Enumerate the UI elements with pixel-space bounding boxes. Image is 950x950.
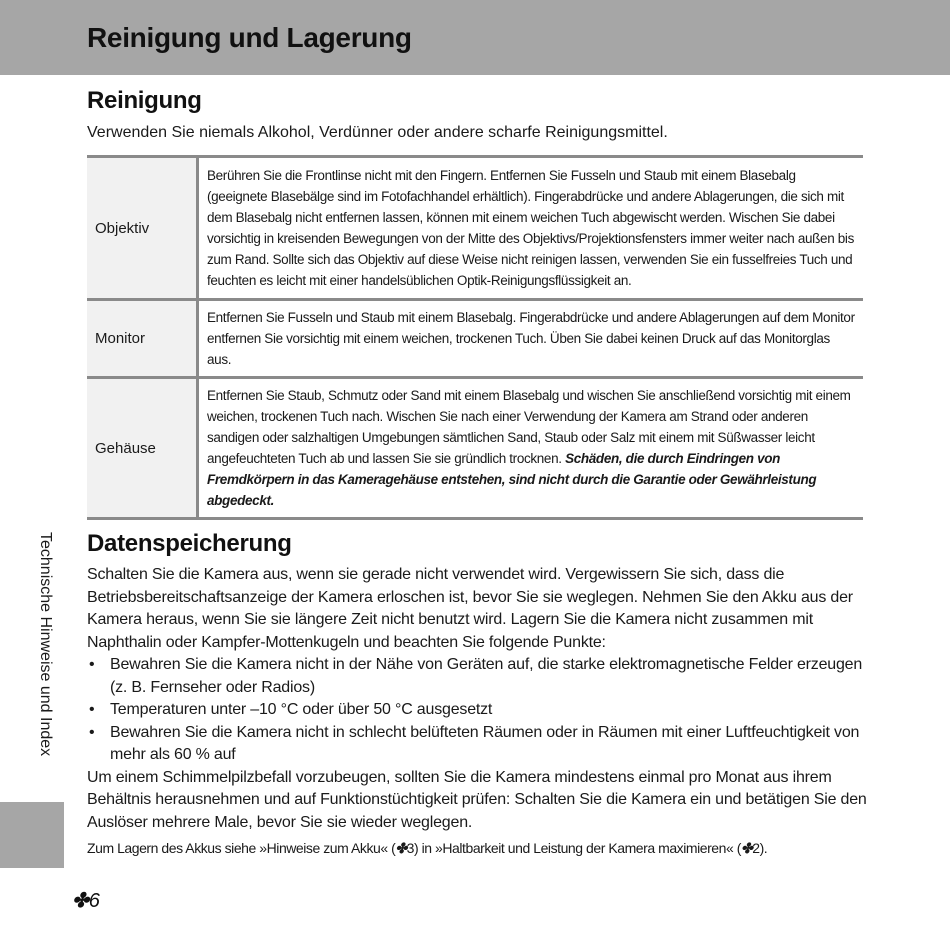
reference-icon: ✤: [740, 840, 753, 856]
cleaning-table: [87, 155, 863, 520]
note-ref-2: 2: [752, 840, 760, 856]
table-row: [87, 157, 863, 300]
reference-icon: ✤: [72, 890, 89, 912]
page-number: [72, 888, 100, 913]
row-label-gehaeuse: Gehäuse: [87, 378, 198, 519]
storage-section-title: Datenspeicherung: [87, 530, 292, 557]
cleaning-intro: Verwenden Sie niemals Alkohol, Verdünner oder andere scharfe Reinigungsmittel.: [87, 124, 668, 141]
storage-body: [87, 564, 867, 860]
note-text-1: Zum Lagern des Akkus siehe »Hinweise zum Akku« (: [87, 840, 396, 856]
page-number-value: 6: [88, 890, 100, 912]
table-row: [87, 378, 863, 519]
row-label-objektiv: Objektiv: [87, 157, 198, 300]
row-text-monitor: Entfernen Sie Fusseln und Staub mit einem Blasebalg. Fingerabdrücke und andere Ablagerungen auf dem Monitor entfernen Sie vorsichtig mit einem weichen, trockenen Tuch. Üben Sie dabei keinen Druck auf das Monitorglas aus.: [198, 300, 864, 378]
note-ref-1: 3: [406, 840, 414, 856]
reference-icon: ✤: [395, 840, 407, 856]
page-title: Reinigung und Lagerung: [87, 22, 412, 53]
row-cell-gehaeuse: [198, 378, 864, 519]
storage-outro: Um einem Schimmelpilzbefall vorzubeugen, sollten Sie die Kamera mindestens einmal pro Monat aus ihrem Behältnis herausnehmen und auf Funktionstüchtigkeit prüfen: Schalten Sie die Kamera ein und betätigen Sie den Auslöser mehrere Male, bevor Sie sie wieder weglegen.: [87, 768, 867, 831]
row-text-gehaeuse: Entfernen Sie Staub, Schmutz oder Sand mit einem Blasebalg und wischen Sie anschließend vorsichtig mit einem weichen, trockenen Tuch nach. Wischen Sie nach einer Verwendung der Kamera am Strand oder anderen sandigen oder salzhaltigen Umgebungen sämtlichen Sand, Staub oder Salz mit einem mit Süßwasser leicht angefeuchteten Tuch ab und lassen Sie sie gründlich trocknen.: [207, 388, 851, 466]
storage-intro: Schalten Sie die Kamera aus, wenn sie gerade nicht verwendet wird. Vergewissern Sie sich, dass die Betriebsbereitschaftsanzeige der Kamera erloschen ist, bevor Sie sie weglegen. Nehmen Sie den Akku aus der Kamera heraus, wenn Sie sie längere Zeit nicht benutzt wird. Lagern Sie die Kamera nicht zusammen mit Naphthalin oder Kampfer-Mottenkugeln und beachten Sie folgende Punkte:: [87, 566, 853, 651]
list-item: • Bewahren Sie die Kamera nicht in schlecht belüfteten Räumen oder in Räumen mit einer Luftfeuchtigkeit von mehr als 60 % auf: [87, 722, 867, 767]
list-item: • Bewahren Sie die Kamera nicht in der Nähe von Geräten auf, die starke elektromagnetische Felder erzeugen (z. B. Fernseher oder Radios): [87, 654, 867, 699]
row-text-objektiv: Berühren Sie die Frontlinse nicht mit den Fingern. Entfernen Sie Fusseln und Staub mit einem Blasebalg (geeignete Blasebälge sind im Fotofachhandel erhältlich). Fingerabdrücke und andere Ablagerungen, die sich mit dem Blasebalg nicht entfernen lassen, können mit einem weichen Tuch abgewischt werden. Wischen Sie dabei vorsichtig in kreisenden Bewegungen von der Mitte des Objektivs/Projektionsfensters immer weiter nach außen bis zum Rand. Sollte sich das Objektiv auf diese Weise nicht reinigen lassen, verwenden Sie ein fusselfreies Tuch und feuchten es leicht mit einer handelsüblichen Optik-Reinigungsflüssigkeit an.: [207, 168, 854, 288]
cleaning-section-title: Reinigung: [87, 87, 202, 114]
battery-storage-note: [87, 837, 867, 860]
section-side-label: Technische Hinweise und Index: [37, 532, 54, 757]
row-label-monitor: Monitor: [87, 300, 198, 378]
warranty-warning: Schäden, die durch Eindringen von Fremdkörpern in das Kameragehäuse entstehen, sind nicht durch die Garantie oder Gewährleistung abgedeckt.: [207, 451, 817, 508]
section-side-tab: [0, 802, 64, 868]
storage-bullet-list: [87, 654, 867, 767]
note-text-3: ).: [759, 840, 768, 856]
note-text-2: ) in »Haltbarkeit und Leistung der Kamera maximieren« (: [413, 840, 741, 856]
list-item: • Temperaturen unter –10 °C oder über 50 °C ausgesetzt: [87, 699, 867, 722]
table-row: [87, 300, 863, 378]
